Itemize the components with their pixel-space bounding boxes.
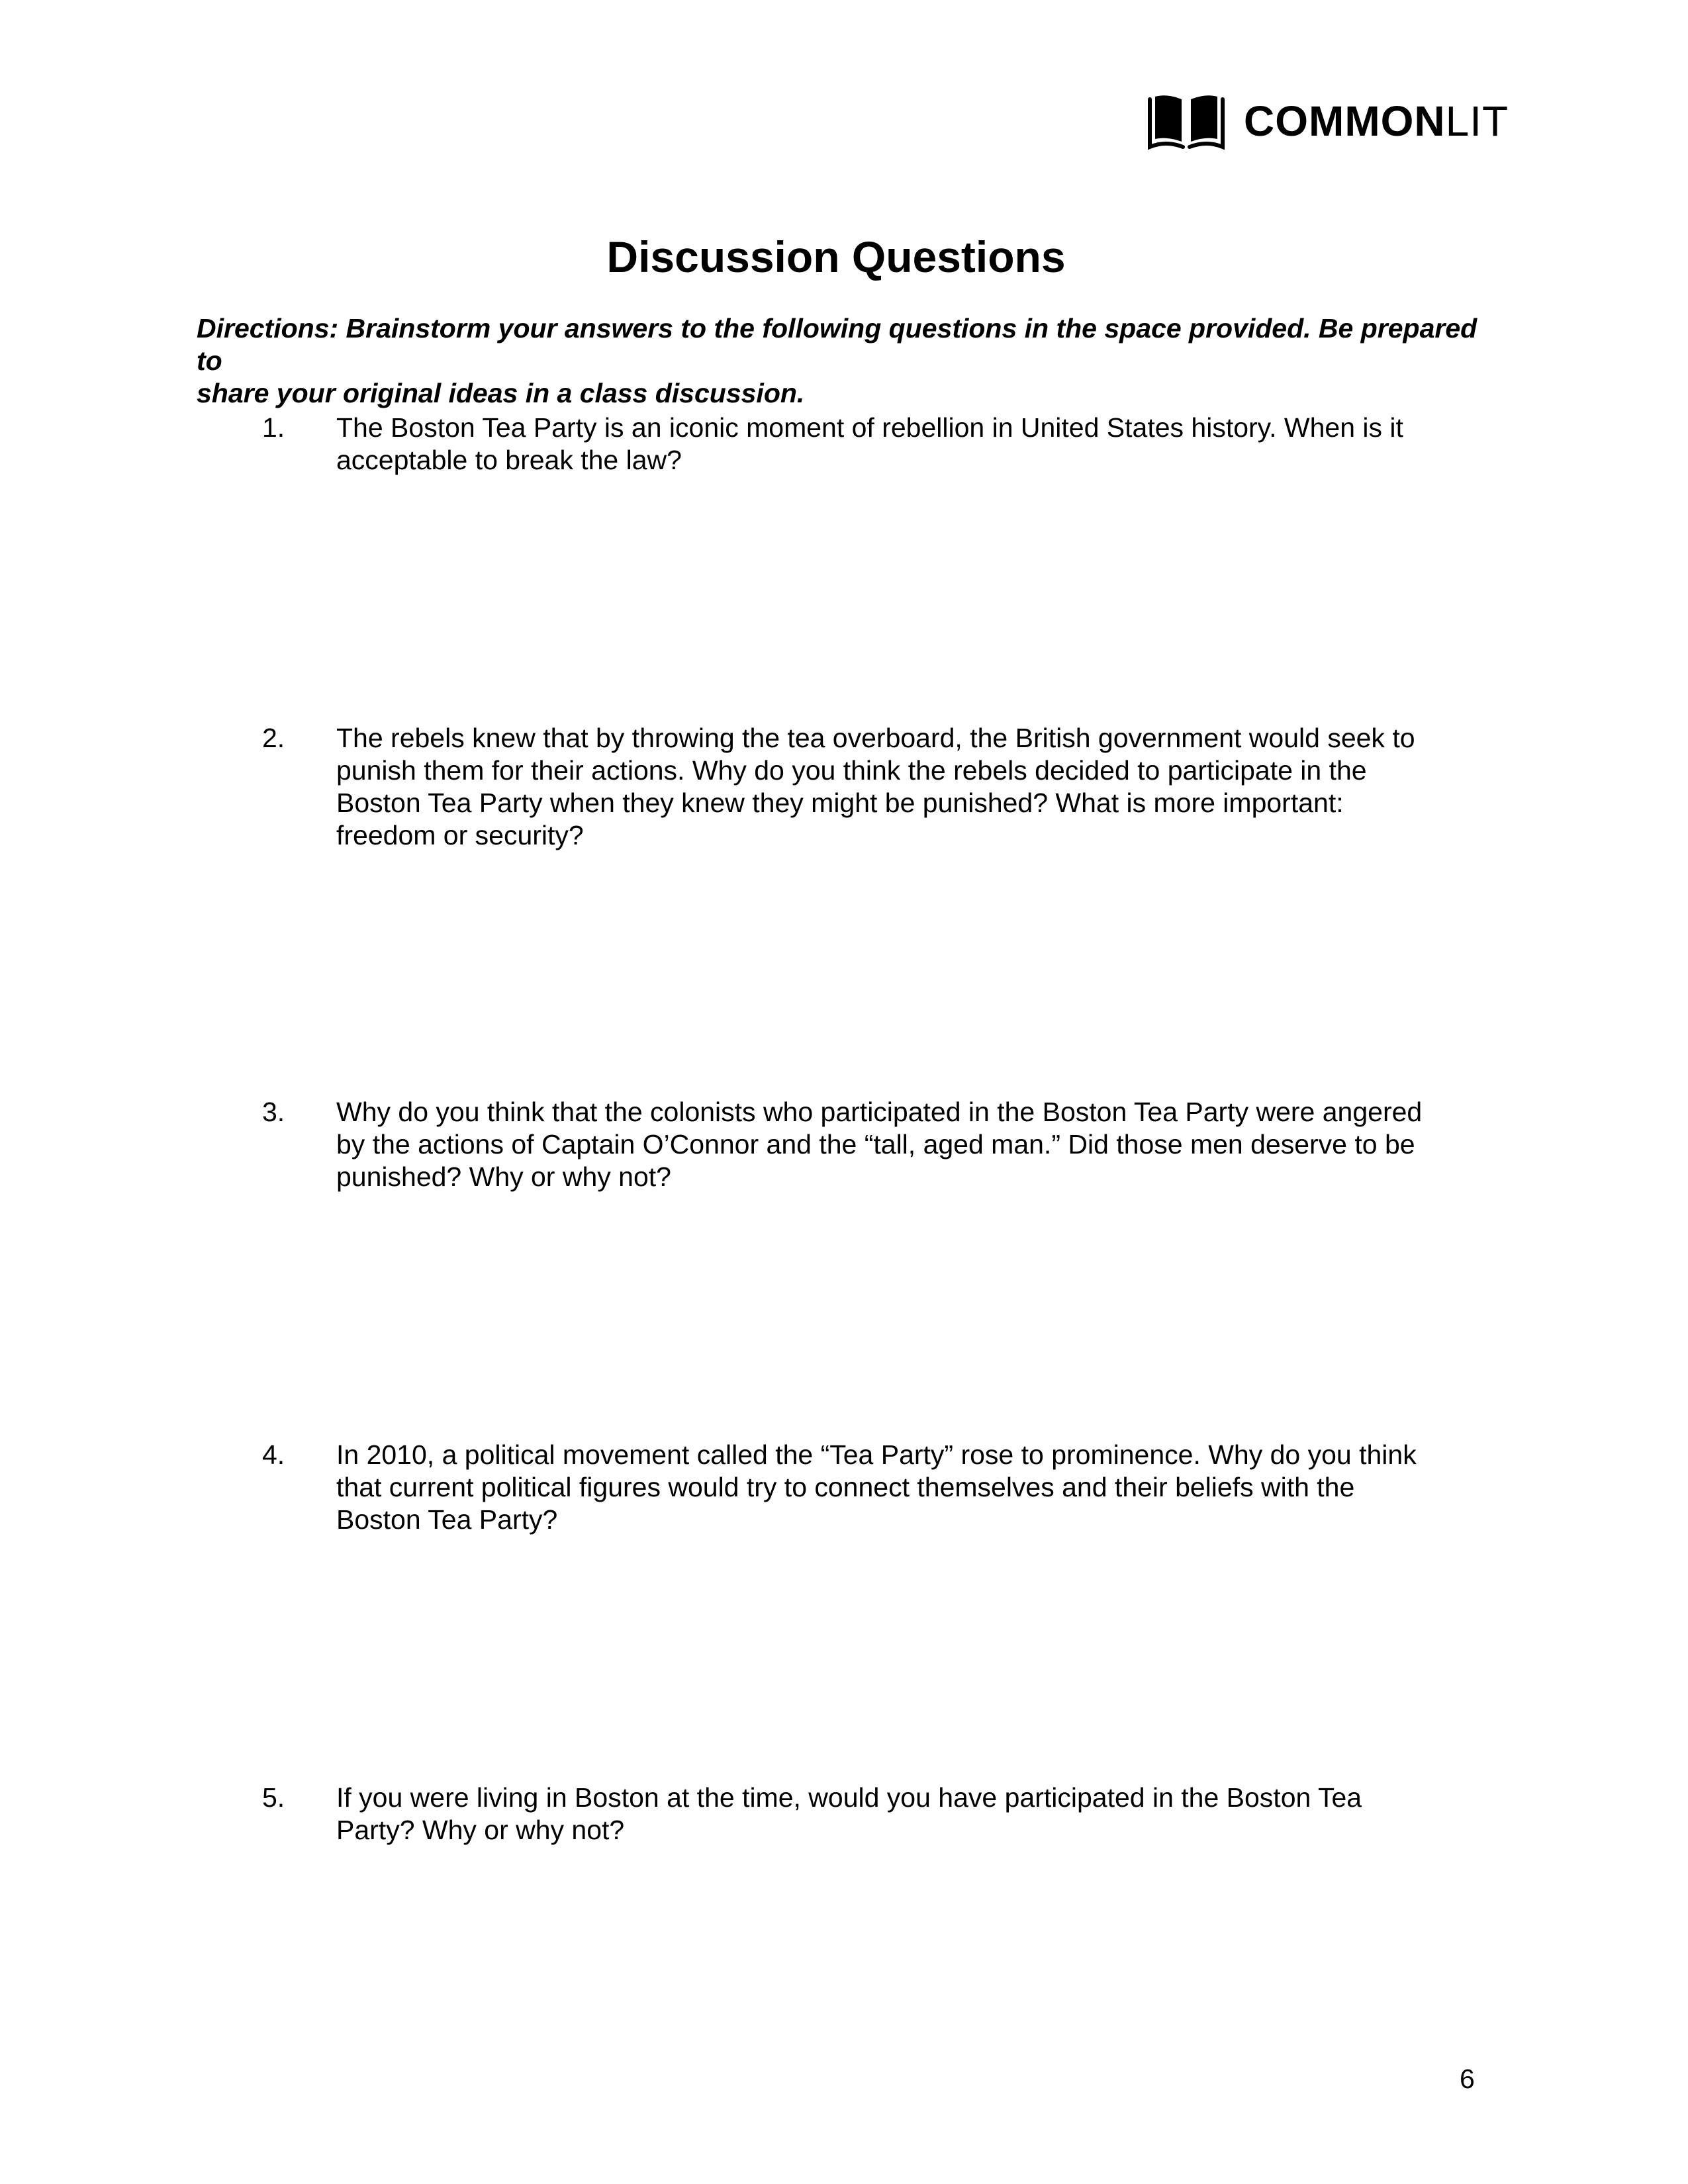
question-number: 5. bbox=[262, 1782, 285, 1813]
question-line: In 2010, a political movement called the “Tea Party” rose to prominence. Why do you think bbox=[336, 1439, 1417, 1470]
question-line: that current political figures would try to connect themselves and their beliefs with the bbox=[336, 1472, 1355, 1502]
question-number: 2. bbox=[262, 723, 285, 753]
question-line: punished? Why or why not? bbox=[336, 1161, 671, 1192]
question-line: Boston Tea Party when they knew they might be punished? What is more important: bbox=[336, 788, 1344, 818]
question-line: by the actions of Captain O’Connor and the “tall, aged man.” Did those men deserve to be bbox=[336, 1129, 1415, 1160]
question-line: freedom or security? bbox=[336, 820, 584, 850]
directions bbox=[197, 312, 1507, 410]
question-number: 4. bbox=[262, 1439, 285, 1470]
directions-line: share your original ideas in a class discussion. bbox=[197, 378, 805, 408]
question-line: Boston Tea Party? bbox=[336, 1504, 558, 1535]
page-number: 6 bbox=[1460, 2064, 1475, 2094]
question-number: 1. bbox=[262, 412, 285, 443]
question-line: Party? Why or why not? bbox=[336, 1815, 625, 1845]
logo-brand-light: LIT bbox=[1445, 97, 1509, 145]
question-line: Why do you think that the colonists who participated in the Boston Tea Party were angered bbox=[336, 1097, 1423, 1127]
question-line: The rebels knew that by throwing the tea overboard, the British government would seek to bbox=[336, 723, 1415, 753]
directions-line: Directions: Brainstorm your answers to the following questions in the space provided. Be prepared to bbox=[197, 313, 1477, 376]
question-line: punish them for their actions. Why do you think the rebels decided to participate in the bbox=[336, 755, 1367, 786]
question-line: acceptable to break the law? bbox=[336, 445, 682, 475]
question-number: 3. bbox=[262, 1097, 285, 1127]
commonlit-logo bbox=[1147, 91, 1509, 151]
logo-wordmark bbox=[1244, 97, 1509, 145]
question-line: The Boston Tea Party is an iconic moment of rebellion in United States history. When is it bbox=[336, 412, 1403, 443]
question-line: If you were living in Boston at the time, would you have participated in the Boston Tea bbox=[336, 1782, 1362, 1813]
logo-brand-bold: COMMON bbox=[1244, 97, 1446, 145]
open-book-icon bbox=[1147, 91, 1225, 151]
page-title: Discussion Questions bbox=[606, 232, 1066, 281]
